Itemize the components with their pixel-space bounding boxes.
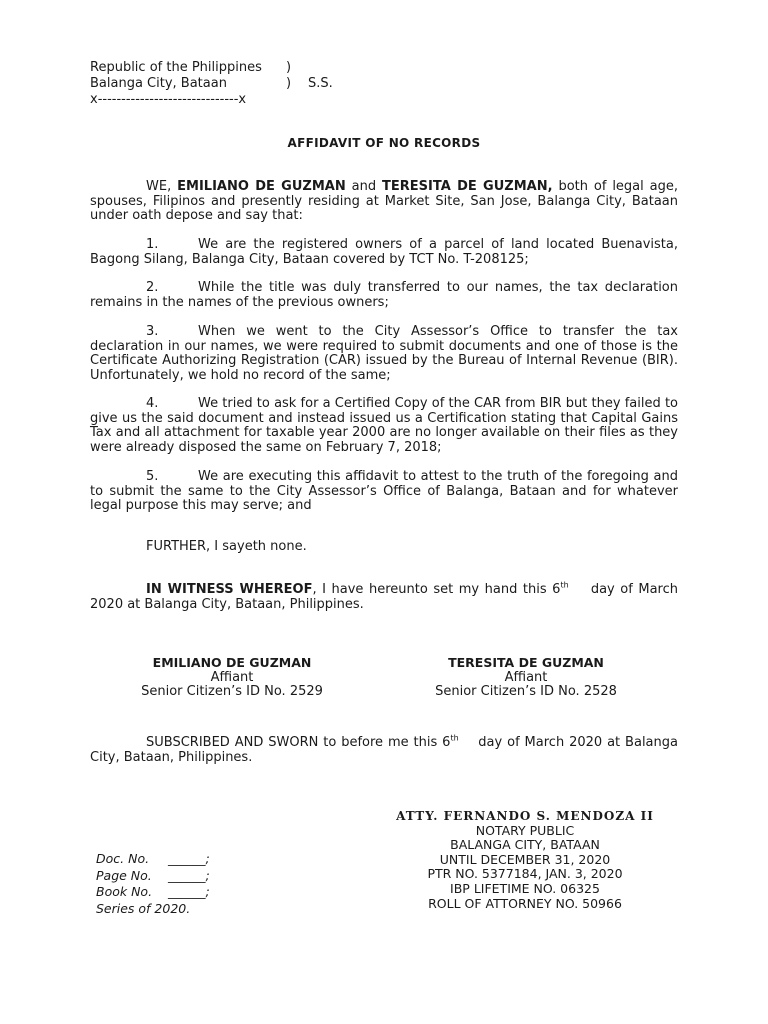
numbered-paragraph-2: 2. While the title was duly transferred to our names, the tax declaration remains in the names of the previous owners; xyxy=(90,280,678,310)
notary-block xyxy=(360,809,690,911)
venue-paren-2: ) xyxy=(286,76,292,91)
doc-number-line: Doc. No. ______; xyxy=(96,851,210,866)
venue-paren-1: ) xyxy=(286,60,292,75)
notary-line: ROLL OF ATTORNEY NO. 50966 xyxy=(428,895,622,911)
jurat-clause: SUBSCRIBED AND SWORN to before me this 6th day of March 2020 at Balanga City, Bataan, Philippines. xyxy=(90,733,683,765)
affiant-name-1: EMILIANO DE GUZMAN xyxy=(177,179,346,194)
book-number-line: Book No. ______; xyxy=(96,884,210,899)
notarial-register-block xyxy=(96,851,210,917)
notary-line: IBP LIFETIME NO. 06325 xyxy=(450,880,600,896)
affiant-1-id: Senior Citizen’s ID No. 2529 xyxy=(141,684,323,700)
venue-city: Balanga City, Bataan xyxy=(90,76,227,91)
affiant-signature-2 xyxy=(406,656,646,700)
notary-line: PTR NO. 5377184, JAN. 3, 2020 xyxy=(427,866,623,882)
notary-line: NOTARY PUBLIC xyxy=(475,822,575,838)
venue-country: Republic of the Philippines xyxy=(90,60,262,75)
affiant-name-2: TERESITA DE GUZMAN, xyxy=(382,179,553,194)
document-title: AFFIDAVIT OF NO RECORDS xyxy=(287,136,481,150)
affiant-2-id: Senior Citizen’s ID No. 2528 xyxy=(435,684,617,700)
affiant-2-role: Affiant xyxy=(504,669,548,685)
witness-clause: IN WITNESS WHEREOF, I have hereunto set my hand this 6th day of March 2020 at Balanga City, Bataan, Philippines. xyxy=(90,580,683,612)
venue-ss: S.S. xyxy=(308,76,333,91)
intro-paragraph: WE, EMILIANO DE GUZMAN and TERESITA DE GUZMAN, both of legal age, spouses, Filipinos and presently residing at Market Site, San Jose, Balanga City, Bataan under oath depose and say that: xyxy=(90,179,679,224)
numbered-paragraph-3: 3. When we went to the City Assessor’s Office to transfer the tax declaration in our names, we were required to submit documents and one of those is the Certificate Authorizing Registration (CAR) issued by the Bureau of Internal Revenue (BIR). Unfortunately, we hold no record of the same; xyxy=(90,324,678,383)
page-number-line: Page No. ______; xyxy=(96,867,210,883)
further-statement: FURTHER, I sayeth none. xyxy=(146,539,307,554)
affiant-1-name: EMILIANO DE GUZMAN xyxy=(152,655,312,670)
affiant-signature-1 xyxy=(112,656,352,700)
numbered-paragraph-5: 5. We are executing this affidavit to attest to the truth of the foregoing and to submit the same to the City Assessor’s Office of Balanga, Bataan and for whatever legal purpose this may serve; and xyxy=(90,469,678,514)
notary-name: ATTY. FERNANDO S. MENDOZA II xyxy=(396,809,654,823)
venue-divider: x------------------------------x xyxy=(90,92,247,107)
notary-line: BALANGA CITY, BATAAN xyxy=(450,837,600,853)
notary-line: UNTIL DECEMBER 31, 2020 xyxy=(439,851,611,867)
series-line: Series of 2020. xyxy=(96,900,191,916)
affiant-1-role: Affiant xyxy=(210,669,254,685)
numbered-paragraph-1: 1. We are the registered owners of a parcel of land located Buenavista, Bagong Silang, Balanga City, Bataan covered by TCT No. T-208125; xyxy=(90,237,678,267)
numbered-paragraph-4: 4. We tried to ask for a Certified Copy of the CAR from BIR but they failed to give us the said document and instead issued us a Certification stating that Capital Gains Tax and all attachment for taxable year 2000 are no longer available on their files as they were already disposed the same on February 7, 2018; xyxy=(90,396,678,455)
affiant-2-name: TERESITA DE GUZMAN xyxy=(448,655,604,670)
